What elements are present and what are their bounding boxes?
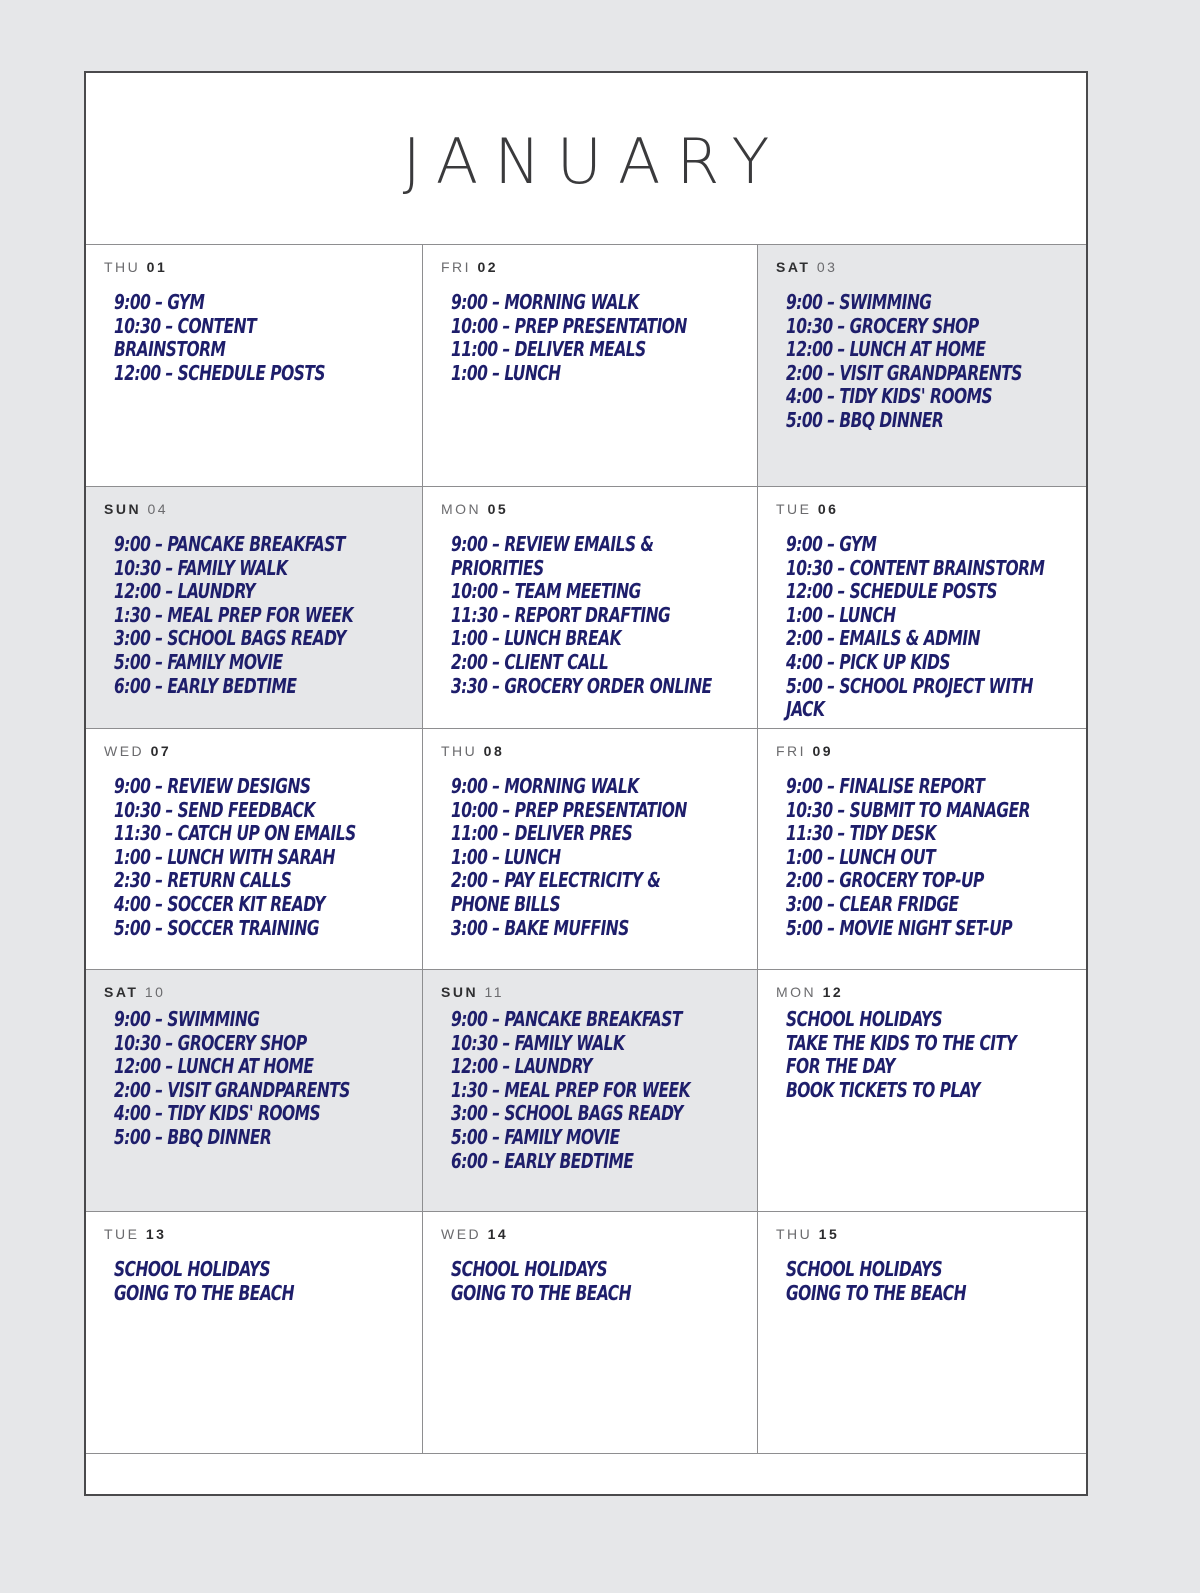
- event-item: 1:30 – MEAL PREP FOR WEEK: [114, 602, 354, 627]
- day-number: 09: [812, 743, 834, 759]
- day-cell[interactable]: [86, 729, 423, 970]
- day-label: [441, 499, 757, 519]
- day-label: [776, 741, 1086, 761]
- day-name: SUN: [104, 501, 142, 517]
- day-label: [776, 982, 1086, 1002]
- day-number: 07: [150, 743, 172, 759]
- event-item: 3:00 – CLEAR FRIDGE: [786, 891, 959, 916]
- day-cell[interactable]: [86, 1212, 423, 1453]
- event-item: 3:00 – SCHOOL BAGS READY: [451, 1101, 683, 1126]
- event-item: 6:00 – EARLY BEDTIME: [451, 1148, 634, 1173]
- day-name: SAT: [776, 259, 811, 275]
- event-item: 9:00 – REVIEW EMAILS &: [451, 532, 654, 556]
- event-item: 5:00 – SOCCER TRAINING: [114, 915, 320, 940]
- event-item: 9:00 – GYM: [114, 290, 205, 314]
- event-item: 9:00 – SWIMMING: [114, 1007, 260, 1031]
- day-cell-weekend[interactable]: [86, 970, 423, 1212]
- day-cell[interactable]: [758, 729, 1086, 970]
- day-cell[interactable]: [423, 487, 758, 729]
- event-item: 10:00 – PREP PRESENTATION: [451, 313, 687, 338]
- event-list: [786, 291, 1086, 433]
- day-label: [441, 741, 757, 761]
- day-name: THU: [104, 259, 141, 275]
- day-name: MON: [776, 984, 817, 1000]
- event-list: [786, 1008, 1086, 1102]
- event-item: 10:30 – SUBMIT TO MANAGER: [786, 797, 1031, 822]
- event-item: 2:00 – GROCERY TOP-UP: [786, 868, 984, 893]
- event-list: [451, 533, 757, 698]
- event-item: 2:30 – RETURN CALLS: [114, 868, 292, 893]
- event-item: 11:30 – TIDY DESK: [786, 821, 936, 846]
- day-cell-weekend[interactable]: [423, 970, 758, 1212]
- event-item: 3:30 – GROCERY ORDER ONLINE: [451, 673, 712, 698]
- day-label: [441, 982, 757, 1002]
- day-number: 13: [145, 1226, 167, 1242]
- day-name: SAT: [104, 984, 139, 1000]
- event-item: 1:00 – LUNCH OUT: [786, 844, 936, 869]
- event-item: 10:30 – FAMILY WALK: [114, 555, 288, 580]
- event-item: 5:00 – FAMILY MOVIE: [114, 649, 283, 674]
- event-item: 2:00 – VISIT GRANDPARENTS: [786, 360, 1022, 385]
- event-list: [451, 291, 757, 385]
- day-number: 06: [817, 501, 839, 517]
- event-item: 9:00 – PANCAKE BREAKFAST: [451, 1007, 682, 1031]
- event-item: 9:00 – SWIMMING: [786, 290, 932, 314]
- event-item: 1:00 – LUNCH: [786, 602, 896, 627]
- event-item: 2:00 – CLIENT CALL: [451, 649, 609, 674]
- day-number: 04: [147, 501, 169, 517]
- event-item: 9:00 – PANCAKE BREAKFAST: [114, 532, 345, 556]
- event-item: 11:00 – DELIVER MEALS: [451, 337, 646, 362]
- event-item: 1:30 – MEAL PREP FOR WEEK: [451, 1077, 691, 1102]
- event-item: 9:00 – MORNING WALK: [451, 290, 639, 314]
- day-label: [104, 982, 422, 1002]
- day-cell[interactable]: [758, 1212, 1086, 1453]
- planner-page: [84, 71, 1088, 1496]
- event-item: 3:00 – SCHOOL BAGS READY: [114, 626, 346, 651]
- event-item: 5:00 – SCHOOL PROJECT WITH: [786, 673, 1033, 698]
- event-item: 4:00 – TIDY KIDS' ROOMS: [786, 384, 993, 409]
- event-list: [451, 775, 757, 940]
- event-item: 5:00 – BBQ DINNER: [786, 407, 944, 432]
- day-number: 14: [487, 1226, 509, 1242]
- day-cell-weekend[interactable]: [86, 487, 423, 729]
- calendar-grid: [86, 244, 1086, 1454]
- event-item: 2:00 – EMAILS & ADMIN: [786, 626, 981, 651]
- event-item: 1:00 – LUNCH BREAK: [451, 626, 622, 651]
- day-cell[interactable]: [423, 245, 758, 487]
- note-item: SCHOOL HOLIDAYS: [451, 1257, 608, 1281]
- event-item: 10:30 – FAMILY WALK: [451, 1030, 625, 1055]
- day-name: TUE: [104, 1226, 140, 1242]
- day-number: 10: [144, 984, 166, 1000]
- event-list: [114, 775, 422, 940]
- event-list: [786, 533, 1086, 722]
- day-cell[interactable]: [758, 487, 1086, 729]
- event-item: 9:00 – MORNING WALK: [451, 774, 639, 798]
- event-item: PHONE BILLS: [451, 891, 561, 916]
- note-item: FOR THE DAY: [786, 1054, 895, 1079]
- event-item: JACK: [786, 697, 825, 722]
- note-item: GOING TO THE BEACH: [114, 1280, 295, 1305]
- event-item: 11:30 – REPORT DRAFTING: [451, 602, 671, 627]
- day-name: THU: [441, 743, 478, 759]
- day-number: 05: [487, 501, 509, 517]
- note-item: TAKE THE KIDS TO THE CITY: [786, 1030, 1017, 1055]
- day-label: [104, 741, 422, 761]
- event-list: [451, 1008, 757, 1173]
- day-name: MON: [441, 501, 482, 517]
- day-name: FRI: [776, 743, 807, 759]
- event-item: 11:00 – DELIVER PRES: [451, 821, 633, 846]
- event-list: [114, 1258, 422, 1305]
- event-item: 4:00 – PICK UP KIDS: [786, 649, 951, 674]
- event-item: 10:30 – CONTENT: [114, 313, 257, 338]
- event-item: 10:00 – PREP PRESENTATION: [451, 797, 687, 822]
- day-label: [104, 1224, 422, 1244]
- day-number: 12: [822, 984, 844, 1000]
- event-item: 12:00 – LUNCH AT HOME: [786, 337, 986, 362]
- event-item: 10:00 – TEAM MEETING: [451, 579, 641, 604]
- event-item: 9:00 – FINALISE REPORT: [786, 774, 985, 798]
- event-item: 10:30 – SEND FEEDBACK: [114, 797, 315, 822]
- event-item: 4:00 – SOCCER KIT READY: [114, 891, 325, 916]
- event-item: 12:00 – LAUNDRY: [451, 1054, 592, 1079]
- event-item: 1:00 – LUNCH: [451, 844, 561, 869]
- note-item: GOING TO THE BEACH: [451, 1280, 632, 1305]
- event-item: 12:00 – SCHEDULE POSTS: [114, 360, 326, 385]
- event-item: 2:00 – VISIT GRANDPARENTS: [114, 1077, 350, 1102]
- month-title: JANUARY: [402, 125, 786, 198]
- day-name: SUN: [441, 984, 479, 1000]
- day-cell[interactable]: [423, 1212, 758, 1453]
- event-list: [114, 533, 422, 698]
- day-label: [441, 1224, 757, 1244]
- day-label: [776, 257, 1086, 277]
- note-item: SCHOOL HOLIDAYS: [114, 1257, 271, 1281]
- event-list: [786, 775, 1086, 940]
- day-name: FRI: [441, 259, 472, 275]
- note-item: BOOK TICKETS TO PLAY: [786, 1077, 980, 1102]
- event-item: 4:00 – TIDY KIDS' ROOMS: [114, 1101, 321, 1126]
- day-number: 08: [483, 743, 505, 759]
- event-item: PRIORITIES: [451, 555, 544, 580]
- event-item: 2:00 – PAY ELECTRICITY &: [451, 868, 661, 893]
- event-item: 9:00 – GYM: [786, 532, 877, 556]
- day-number: 11: [484, 984, 504, 1000]
- event-item: 5:00 – BBQ DINNER: [114, 1124, 272, 1149]
- day-cell[interactable]: [758, 970, 1086, 1212]
- day-number: 02: [477, 259, 499, 275]
- event-item: 11:30 – CATCH UP ON EMAILS: [114, 821, 356, 846]
- event-item: 6:00 – EARLY BEDTIME: [114, 673, 297, 698]
- day-name: WED: [104, 743, 145, 759]
- event-item: 12:00 – LAUNDRY: [114, 579, 255, 604]
- event-item: 1:00 – LUNCH WITH SARAH: [114, 844, 335, 869]
- day-cell-weekend[interactable]: [758, 245, 1086, 487]
- event-item: 5:00 – MOVIE NIGHT SET-UP: [786, 915, 1013, 940]
- day-label: [104, 257, 422, 277]
- event-item: BRAINSTORM: [114, 337, 226, 362]
- event-item: 9:00 – REVIEW DESIGNS: [114, 774, 311, 798]
- event-item: 5:00 – FAMILY MOVIE: [451, 1124, 620, 1149]
- day-number: 15: [818, 1226, 840, 1242]
- day-label: [441, 257, 757, 277]
- event-item: 1:00 – LUNCH: [451, 360, 561, 385]
- note-item: SCHOOL HOLIDAYS: [786, 1257, 943, 1281]
- day-label: [776, 499, 1086, 519]
- day-label: [776, 1224, 1086, 1244]
- event-item: 10:30 – CONTENT BRAINSTORM: [786, 555, 1045, 580]
- event-item: 12:00 – SCHEDULE POSTS: [786, 579, 998, 604]
- note-item: GOING TO THE BEACH: [786, 1280, 967, 1305]
- day-label: [104, 499, 422, 519]
- event-item: 10:30 – GROCERY SHOP: [114, 1030, 307, 1055]
- note-item: SCHOOL HOLIDAYS: [786, 1007, 943, 1031]
- day-name: WED: [441, 1226, 482, 1242]
- event-list: [114, 291, 422, 385]
- event-list: [114, 1008, 422, 1150]
- day-name: TUE: [776, 501, 812, 517]
- event-item: 12:00 – LUNCH AT HOME: [114, 1054, 314, 1079]
- day-name: THU: [776, 1226, 813, 1242]
- day-cell[interactable]: [86, 245, 423, 487]
- event-item: 10:30 – GROCERY SHOP: [786, 313, 979, 338]
- day-number: 01: [146, 259, 168, 275]
- event-item: 3:00 – BAKE MUFFINS: [451, 915, 629, 940]
- day-cell[interactable]: [423, 729, 758, 970]
- event-list: [786, 1258, 1086, 1305]
- day-number: 03: [816, 259, 838, 275]
- event-list: [451, 1258, 757, 1305]
